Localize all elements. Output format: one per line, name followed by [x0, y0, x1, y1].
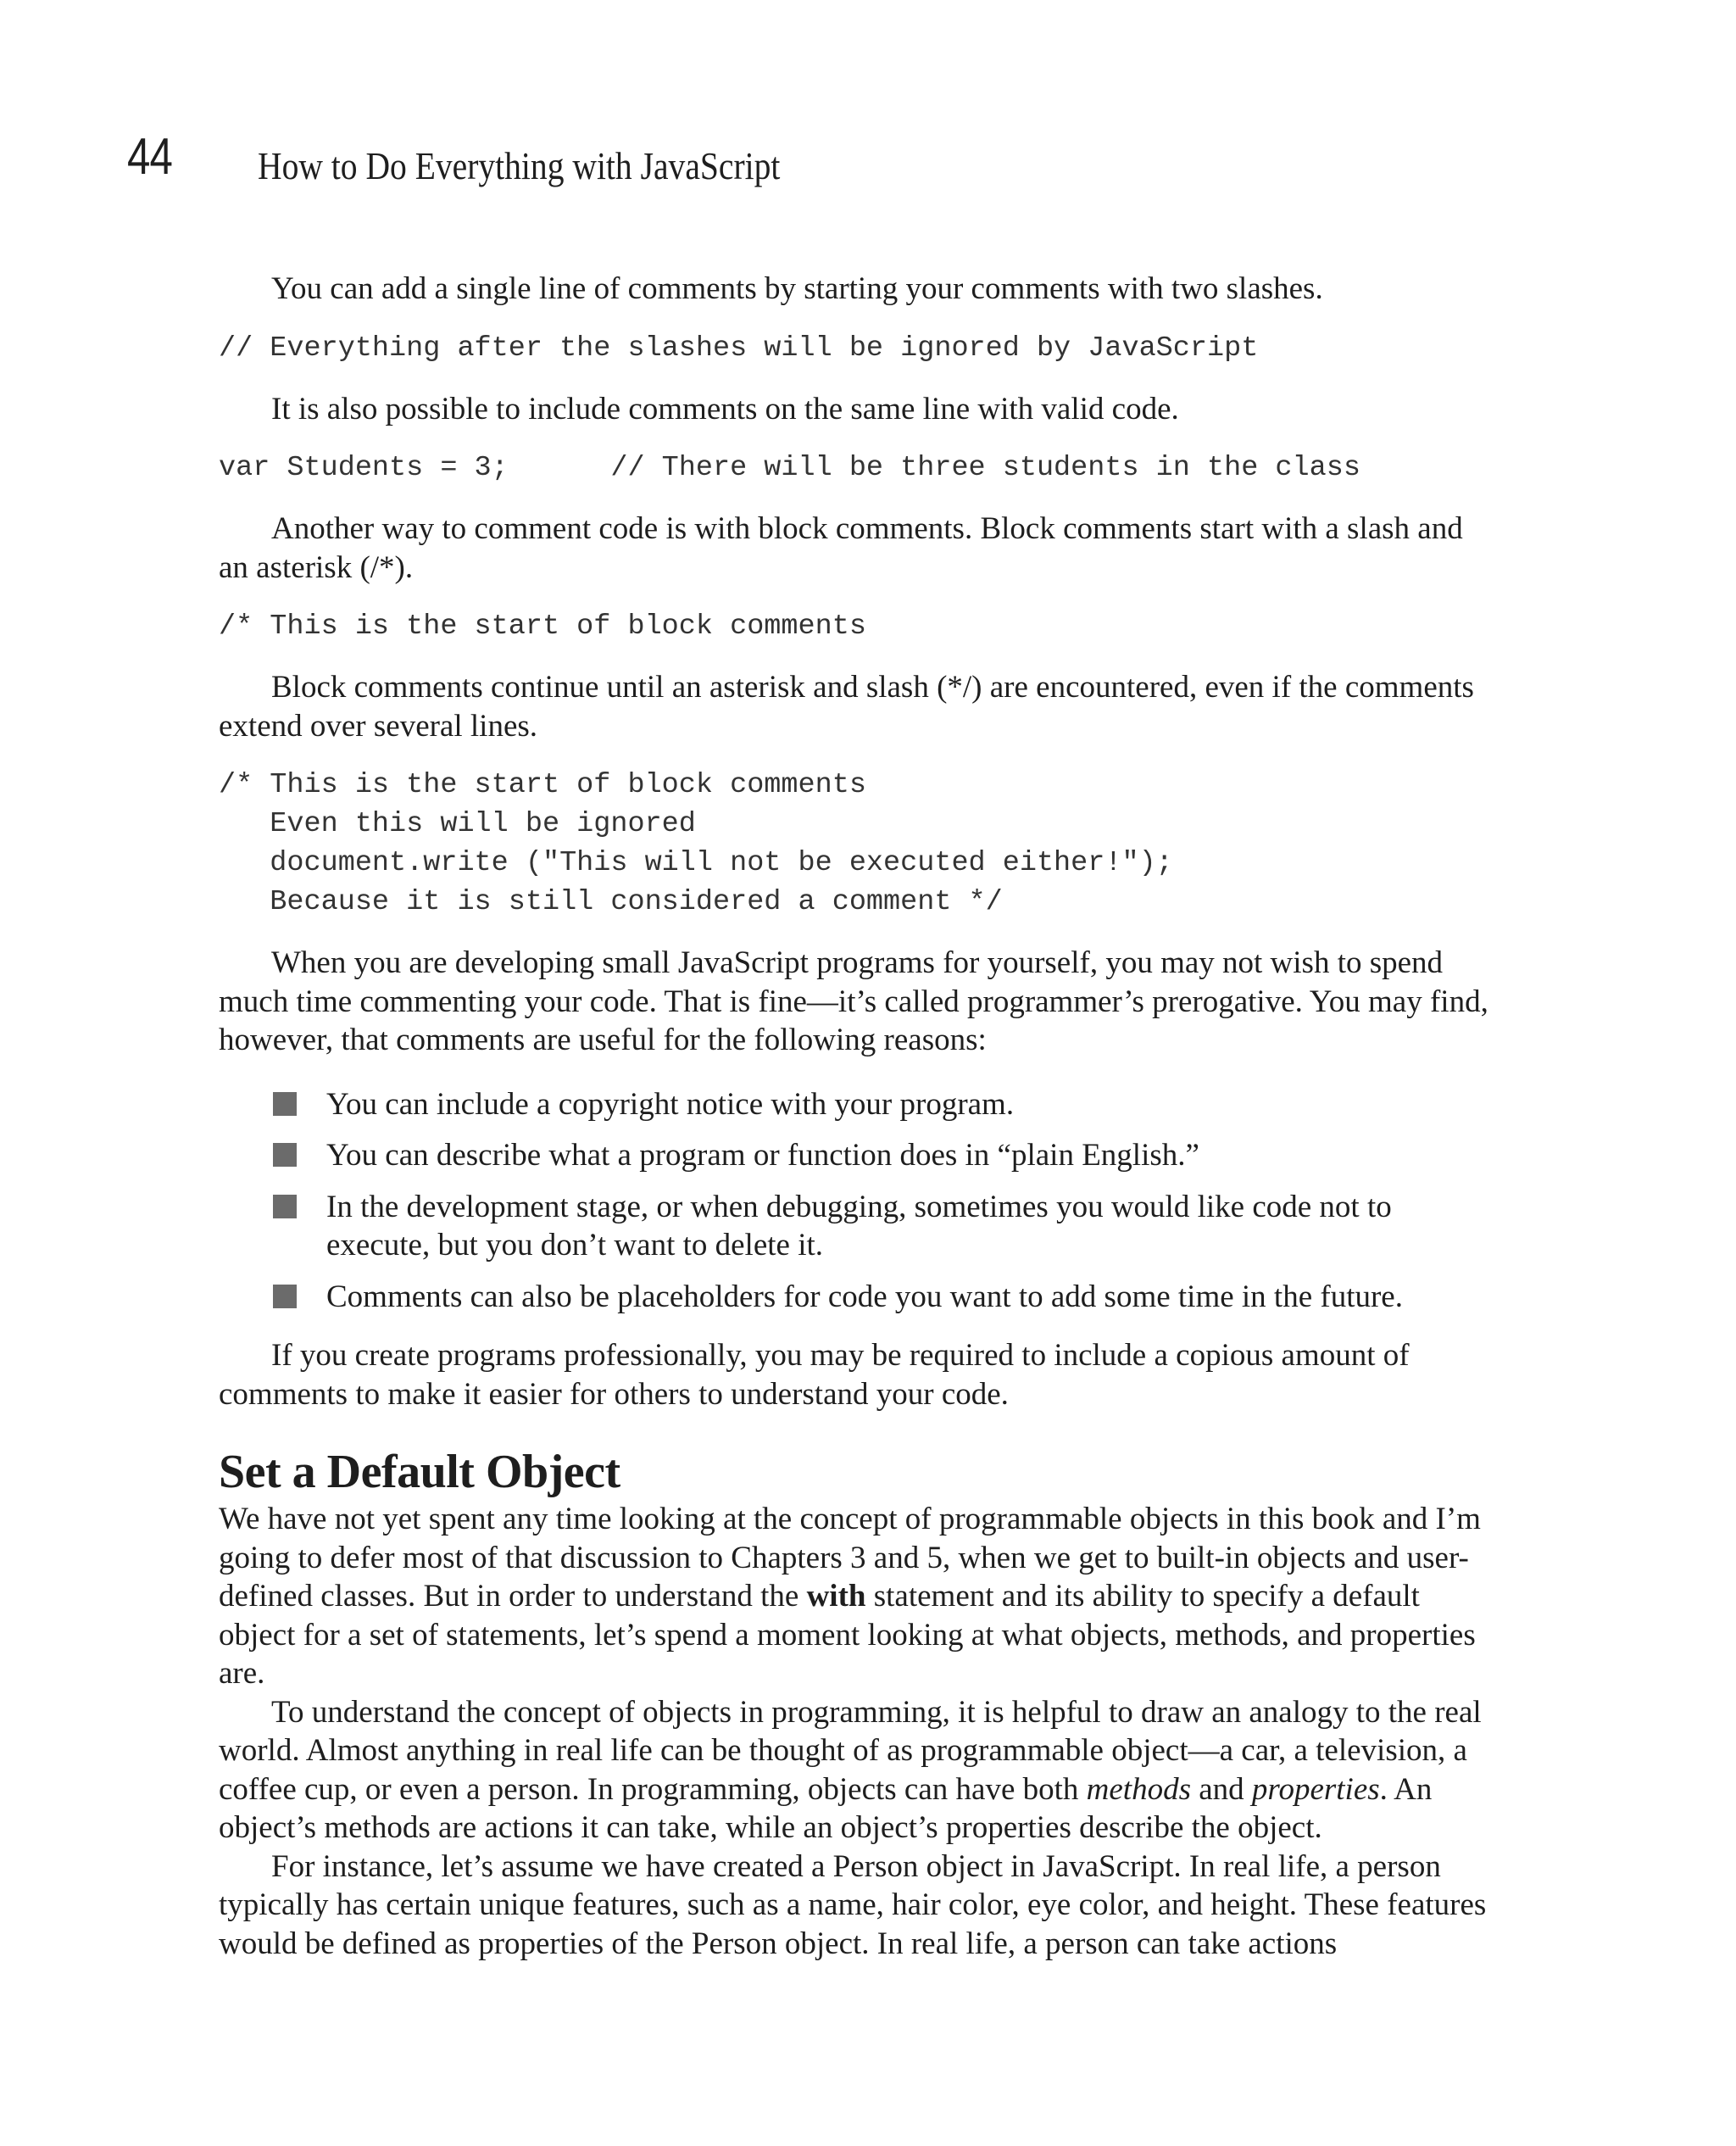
- list-item: [219, 1136, 1499, 1175]
- paragraph-objects-intro: We have not yet spent any time looking at the concept of programmable objects in this book and I’m going to defer most of that discussion to Chapters 3 and 5, when we get to built-in objects and user-defined classes. But in order to understand the with statement and its ability to specify a default object for a set of statements, let’s spend a moment looking at what objects, methods, and properties are.: [219, 1502, 1481, 1691]
- code-line: // Everything after the slashes will be ignored by JavaScript: [219, 332, 1259, 365]
- code-block-comment-start: [219, 607, 1499, 646]
- code-single-line-comment: [219, 329, 1499, 368]
- code-line: /* This is the start of block comments: [219, 610, 866, 643]
- list-item-text: In the development stage, or when debugging, sometimes you would like code not to execute, but you don’t want to delete it.: [326, 1189, 1392, 1263]
- paragraph-why-comment: When you are developing small JavaScript programs for yourself, you may not wish to spend much time commenting your code. That is fine—it’s called programmer’s prerogative. You may find, however, that comments are useful for the following reasons:: [219, 945, 1488, 1057]
- code-line: Because it is still considered a comment */: [219, 886, 1003, 918]
- list-item-text: You can include a copyright notice with your program.: [326, 1086, 1015, 1122]
- square-bullet-icon: [273, 1143, 297, 1167]
- term-properties: properties: [1251, 1771, 1380, 1807]
- square-bullet-icon: [273, 1285, 297, 1308]
- page-number: 44: [127, 128, 173, 185]
- paragraph-inline-comments: It is also possible to include comments on the same line with valid code.: [271, 391, 1179, 426]
- page-body: [219, 270, 1499, 1963]
- section-heading: Set a Default Object: [219, 1446, 620, 1498]
- list-item-text: Comments can also be placeholders for code you want to add some time in the future.: [326, 1279, 1403, 1314]
- code-multi-line-block-comment: [219, 766, 1499, 922]
- term-methods: methods: [1086, 1771, 1191, 1807]
- paragraph-single-line-comments: You can add a single line of comments by starting your comments with two slashes.: [271, 271, 1323, 306]
- paragraph-person-object: For instance, let’s assume we have created a Person object in JavaScript. In real life, a person typically has certain unique features, such as a name, hair color, eye color, and height. These features would be defined as properties of the Person object. In real life, a person can take actions: [219, 1848, 1487, 1961]
- reasons-list: [219, 1085, 1499, 1317]
- paragraph-block-comments-continue: Block comments continue until an asterisk and slash (*/) are encountered, even if the comments extend over several lines.: [219, 670, 1474, 744]
- code-line: /* This is the start of block comments: [219, 769, 866, 801]
- keyword-with: with: [806, 1579, 866, 1614]
- code-inline-comment: [219, 449, 1499, 488]
- code-line: Even this will be ignored: [219, 808, 696, 840]
- paragraph-block-comments: Another way to comment code is with block comments. Block comments start with a slash and an asterisk (/*).: [219, 511, 1463, 585]
- list-item: [219, 1085, 1499, 1124]
- square-bullet-icon: [273, 1092, 297, 1116]
- list-item: [219, 1188, 1499, 1265]
- paragraph-objects-analogy: To understand the concept of objects in programming, it is helpful to draw an analogy to the real world. Almost anything in real life can be thought of as programmable object—a car, a television, a coffee cup, or even a person. In programming, objects can have both methods and properties. An object’s methods are actions it can take, while an object’s properties describe the object.: [219, 1694, 1482, 1845]
- code-line: var Students = 3; // There will be three students in the class: [219, 452, 1360, 484]
- running-title: How to Do Everything with JavaScript: [258, 144, 781, 187]
- paragraph-professional-comments: If you create programs professionally, you may be required to include a copious amount of comments to make it easier for others to understand your code.: [219, 1338, 1410, 1412]
- list-item-text: You can describe what a program or function does in “plain English.”: [326, 1138, 1199, 1173]
- code-line: document.write ("This will not be executed either!");: [219, 847, 1173, 879]
- square-bullet-icon: [273, 1195, 297, 1218]
- list-item: [219, 1278, 1499, 1317]
